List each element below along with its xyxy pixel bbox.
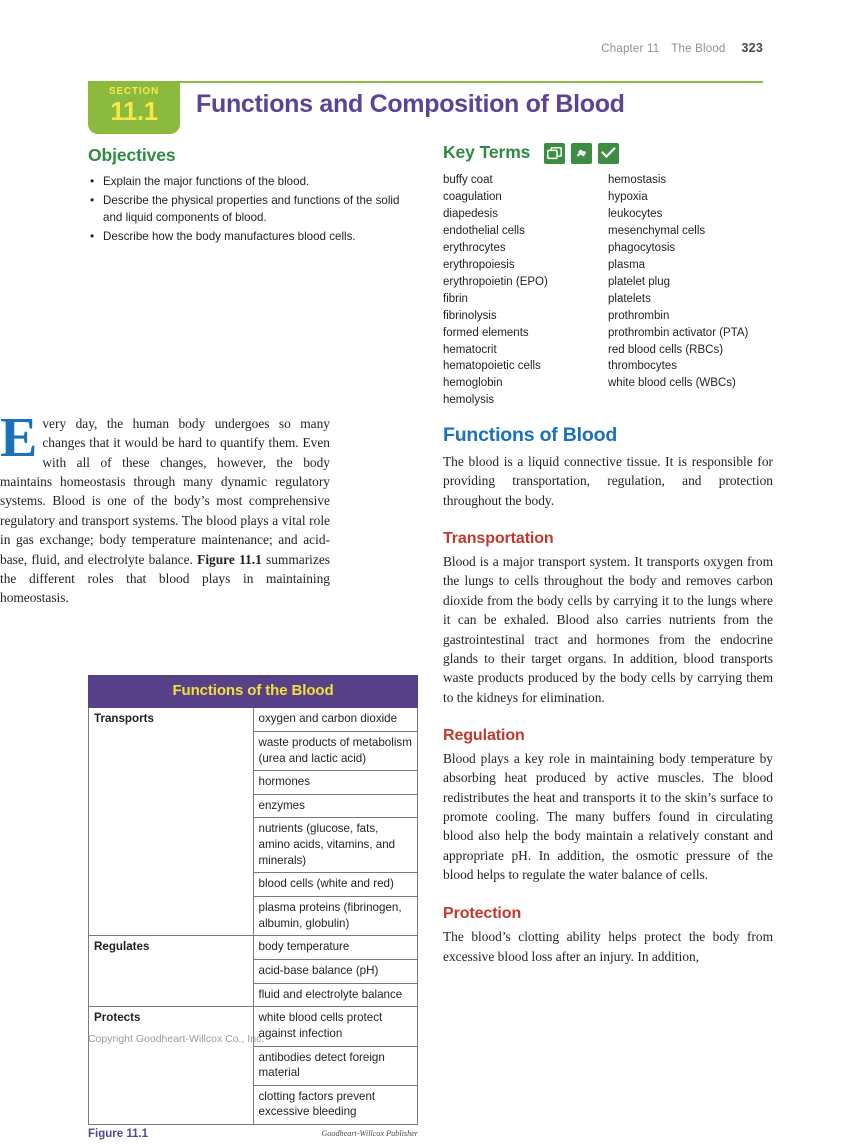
- section-badge-number: 11.1: [110, 96, 158, 126]
- functions-of-blood-table: [88, 675, 418, 1125]
- table-header-row: [89, 676, 418, 708]
- puzzle-piece-icon[interactable]: [571, 143, 592, 164]
- key-term: endothelial cells: [443, 224, 525, 237]
- page-number: 323: [741, 41, 763, 55]
- row-category-regulates: Regulates: [89, 936, 254, 1007]
- key-term: prothrombin activator (PTA): [608, 326, 749, 339]
- key-term: diapedesis: [443, 207, 498, 220]
- key-terms-columns: [443, 172, 773, 409]
- copyright-notice: Copyright Goodheart-Willcox Co., Inc.: [88, 1033, 265, 1045]
- drop-cap: E: [0, 407, 38, 469]
- objective-item: • Describe the physical properties and functions of the solid and liquid components of blood.: [88, 193, 418, 226]
- key-term: fibrin: [443, 292, 468, 305]
- key-term: hemoglobin: [443, 377, 503, 390]
- key-term: platelets: [608, 292, 651, 305]
- flashcards-icon[interactable]: [544, 143, 565, 164]
- key-term: thrombocytes: [608, 360, 678, 373]
- key-term: coagulation: [443, 190, 502, 203]
- key-term: hypoxia: [608, 190, 648, 203]
- figure-credit: Goodheart-Willcox Publisher: [321, 1129, 418, 1139]
- row-category-transports: Transports: [89, 708, 254, 936]
- transportation-text: Blood is a major transport system. It transports oxygen from the lungs to cells throughout the body and removes carbon dioxide from the body cells by carrying it to the lungs where it can be exhaled. Blood also carries nutrients from the gastrointestinal tract and hormones from the endocrine glands to their target organs. In addition, blood transports waste products produced by the body cells by carrying them to the kidneys for elimination.: [443, 554, 773, 705]
- functions-of-blood-block: [443, 424, 773, 966]
- lead-paragraph: [0, 407, 330, 608]
- protection-text: The blood’s clotting ability helps protect the body from excessive blood loss after an injury. In addition,: [443, 929, 773, 964]
- key-term: fibrinolysis: [443, 309, 497, 322]
- section-title: Functions and Composition of Blood: [196, 90, 625, 118]
- key-term: hemolysis: [443, 394, 495, 407]
- key-term: formed elements: [443, 326, 529, 339]
- checkmark-icon[interactable]: [598, 143, 619, 164]
- table-cell: plasma proteins (fibrinogen, albumin, globulin): [253, 897, 418, 936]
- objective-item: • Explain the major functions of the blood.: [88, 174, 418, 190]
- key-term: buffy coat: [443, 174, 493, 186]
- key-term: platelet plug: [608, 275, 671, 288]
- figure-reference: Figure 11.1: [197, 551, 262, 567]
- figure-11-1: [88, 675, 418, 1144]
- objectives-heading: Objectives: [88, 145, 176, 165]
- regulation-heading: Regulation: [443, 726, 525, 744]
- table-cell: waste products of metabolism (urea and lactic acid): [253, 731, 418, 770]
- key-terms-column-2: [608, 172, 773, 409]
- functions-of-blood-heading: Functions of Blood: [443, 424, 618, 446]
- key-terms-heading: Key Terms: [443, 142, 531, 162]
- section-badge-word: SECTION: [108, 86, 160, 97]
- table-cell: oxygen and carbon dioxide: [253, 708, 418, 732]
- section-rule: [88, 81, 763, 83]
- key-terms-icons: [544, 143, 619, 164]
- objective-item: • Describe how the body manufactures blood cells.: [88, 229, 418, 245]
- transportation-heading: Transportation: [443, 530, 554, 548]
- figure-caption-row: [88, 1128, 418, 1144]
- row-category-protects: Protects: [89, 1007, 254, 1125]
- key-term: red blood cells (RBCs): [608, 343, 724, 356]
- table-title: Functions of the Blood: [89, 676, 418, 708]
- lead-paragraph-block: [0, 407, 330, 608]
- key-terms-column-1: [443, 172, 608, 409]
- table-cell: nutrients (glucose, fats, amino acids, vitamins, and minerals): [253, 818, 418, 873]
- key-terms-header: [443, 141, 773, 164]
- key-term: erythropoiesis: [443, 258, 515, 271]
- functions-of-blood-intro: The blood is a liquid connective tissue. It is responsible for providing transportation, regulation, and protection throughout the body.: [443, 454, 773, 508]
- key-term: erythrocytes: [443, 241, 506, 254]
- running-head-chapter-title: The Blood: [671, 43, 726, 55]
- key-term: plasma: [608, 258, 646, 271]
- table-cell: body temperature: [253, 936, 418, 960]
- key-term: white blood cells (WBCs): [608, 377, 736, 390]
- section-badge: [88, 82, 180, 134]
- key-term: prothrombin: [608, 309, 670, 322]
- lead-text-part2: summarizes the different roles that blood plays in maintaining homeostasis.: [0, 551, 330, 606]
- protection-heading: Protection: [443, 905, 522, 923]
- left-column: [88, 145, 418, 249]
- key-term: hematocrit: [443, 343, 497, 356]
- figure-caption-label: Figure 11.1: [88, 1128, 149, 1141]
- table-cell: fluid and electrolyte balance: [253, 983, 418, 1007]
- key-term: hematopoietic cells: [443, 360, 541, 373]
- table-cell: hormones: [253, 771, 418, 795]
- key-term: mesenchymal cells: [608, 224, 706, 237]
- regulation-text: Blood plays a key role in maintaining body temperature by absorbing heat produced by active muscles. The blood redistributes the heat and transports it to the skin’s surface to promote cooling. The many buffers found in circulating blood also help the body maintain a relatively constant and appropriate pH. In addition, the osmotic pressure of the blood helps to regulate the water balance of cells.: [443, 750, 773, 883]
- running-head-chapter: Chapter 11: [601, 43, 660, 55]
- running-head: [85, 41, 763, 55]
- right-column: [443, 141, 773, 964]
- table-cell: blood cells (white and red): [253, 873, 418, 897]
- lead-text-part1: very day, the human body undergoes so many changes that it would be hard to quantify them. Even with all of these changes, however, the body maintains homeostasis through many dynamic regulatory systems. Blood is one of the body’s most comprehensive regulatory and transport systems. The blood plays a vital role in gas exchange; body temperature maintenance; and acid-base, fluid, and electrolyte balance.: [0, 416, 330, 567]
- key-term: phagocytosis: [608, 241, 676, 254]
- key-term: erythropoietin (EPO): [443, 275, 548, 288]
- key-term: hemostasis: [608, 174, 667, 186]
- table-row: [89, 936, 418, 960]
- table-row: [89, 708, 418, 732]
- table-cell: antibodies detect foreign material: [253, 1046, 418, 1085]
- table-cell: acid-base balance (pH): [253, 959, 418, 983]
- objectives-list: [88, 174, 418, 246]
- table-cell: white blood cells protect against infection: [253, 1007, 418, 1046]
- table-cell: enzymes: [253, 794, 418, 818]
- key-term: leukocytes: [608, 207, 663, 220]
- table-cell: clotting factors prevent excessive bleeding: [253, 1085, 418, 1124]
